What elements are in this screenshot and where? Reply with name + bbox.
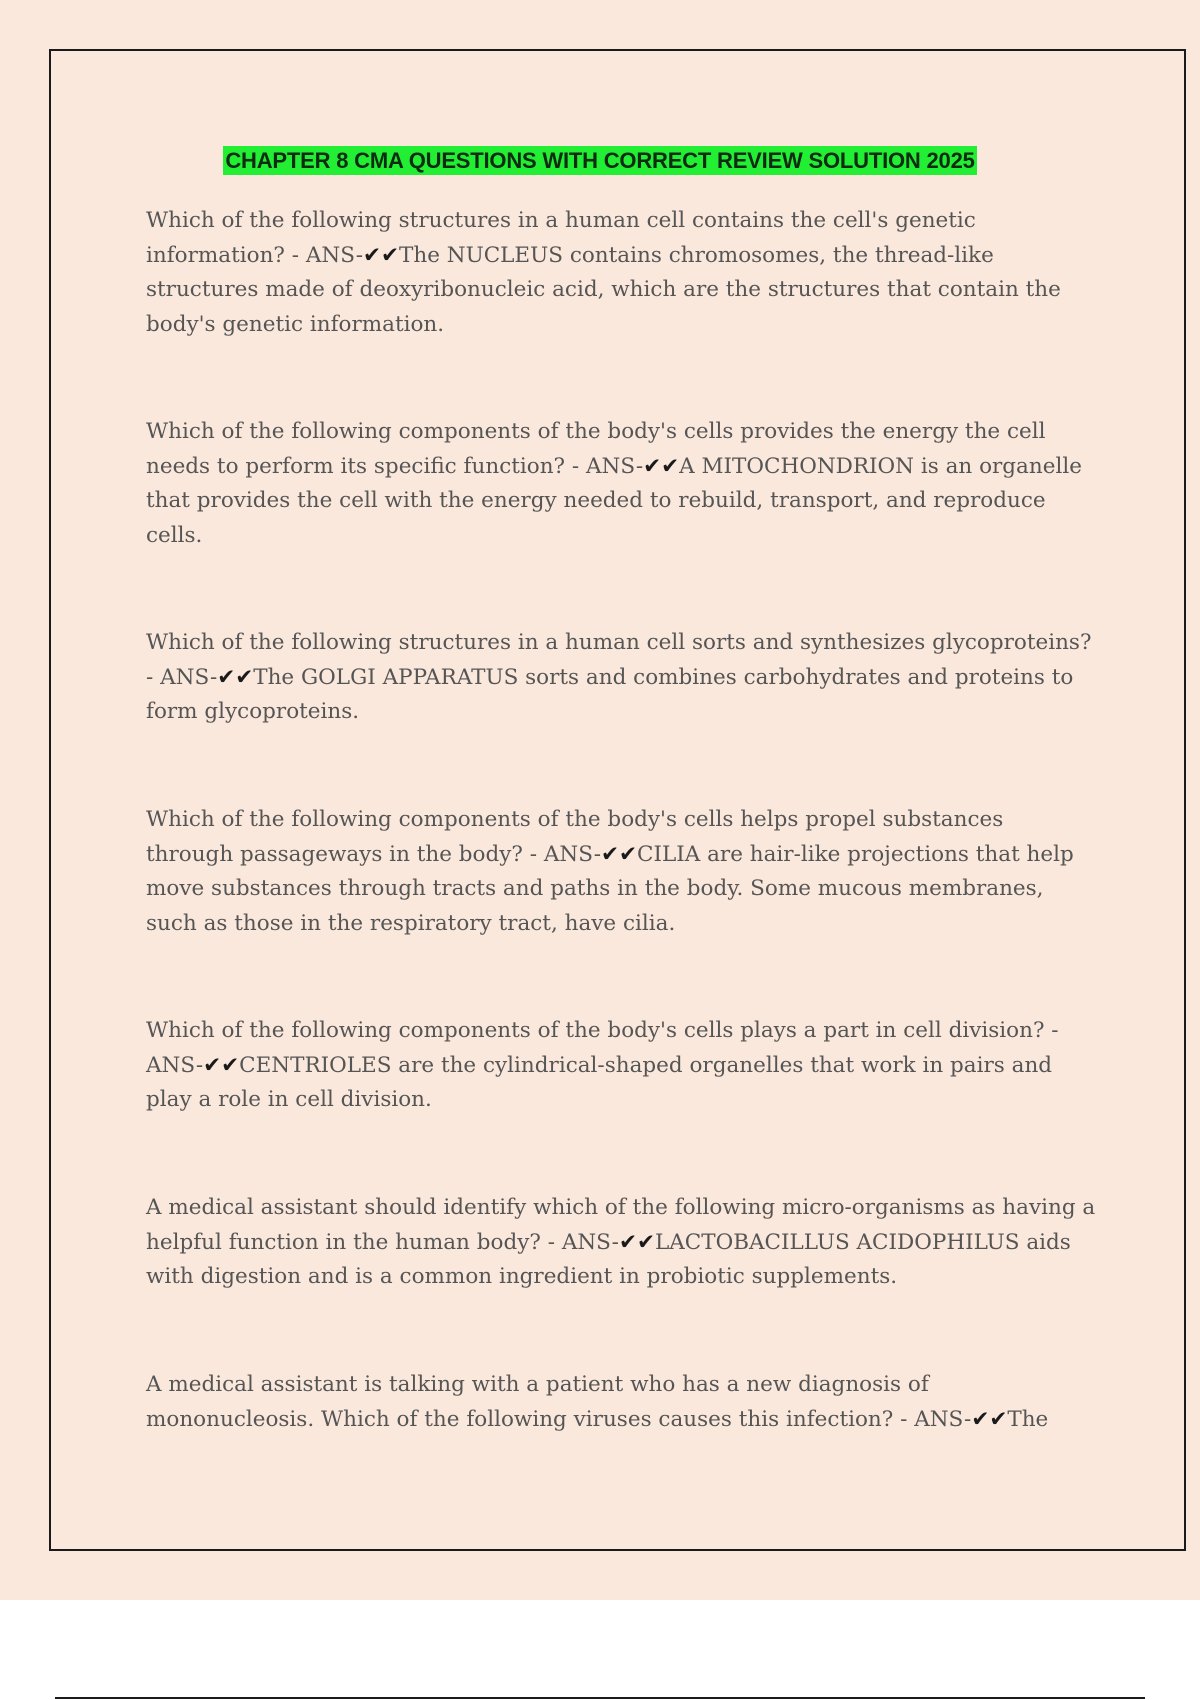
question-text: Which of the following components of the body's cells plays a part in cell division? - ANS-: [146, 1018, 1059, 1078]
qa-item-1: [146, 204, 1096, 342]
answer-text: LACTOBACILLUS ACIDOPHILUS aids with digestion and is a common ingredient in probiotic supplements.: [146, 1229, 1071, 1289]
qa-item-6: [146, 1191, 1096, 1295]
question-text: Which of the following components of the body's cells provides the energy the cell needs to perform its specific function? - ANS-: [146, 419, 1046, 479]
answer-text: CILIA are hair-like projections that help move substances through tracts and paths in the body. Some mucous membranes, such as those in the respiratory tract, have cilia.: [146, 841, 1074, 936]
bottom-divider: [55, 1697, 1145, 1699]
qa-item-7: [146, 1368, 1096, 1437]
question-text: Which of the following components of the body's cells helps propel substances through passageways in the body? - ANS-: [146, 807, 1004, 867]
question-text: A medical assistant is talking with a patient who has a new diagnosis of mononucleosis. Which of the following viruses causes this infection? - ANS-: [146, 1372, 972, 1432]
answer-text: The NUCLEUS contains chromosomes, the thread-like structures made of deoxyribonucleic acid, which are the structures that contain the body's genetic information.: [146, 242, 1061, 337]
qa-item-3: [146, 626, 1096, 730]
qa-item-4: [146, 803, 1096, 941]
answer-text: CENTRIOLES are the cylindrical-shaped organelles that work in pairs and play a role in cell division.: [146, 1052, 1053, 1112]
check-marks-icon: ✔✔: [217, 664, 254, 690]
question-text: A medical assistant should identify which of the following micro-organisms as having a helpful function in the human body? - ANS-: [146, 1195, 1096, 1255]
check-marks-icon: ✔✔: [601, 841, 638, 867]
question-text: Which of the following structures in a human cell sorts and synthesizes glycoproteins? - ANS-: [146, 630, 1092, 690]
check-marks-icon: ✔✔: [971, 1406, 1008, 1432]
answer-text: The GOLGI APPARATUS sorts and combines carbohydrates and proteins to form glycoproteins.: [146, 664, 1074, 724]
check-marks-icon: ✔✔: [363, 242, 400, 268]
answer-text: The: [1007, 1406, 1049, 1432]
title-container: [0, 146, 1200, 175]
check-marks-icon: ✔✔: [643, 453, 680, 479]
check-marks-icon: ✔✔: [203, 1052, 240, 1078]
qa-item-5: [146, 1014, 1096, 1118]
check-marks-icon: ✔✔: [618, 1229, 655, 1255]
qa-item-2: [146, 415, 1096, 553]
answer-text: A MITOCHONDRION is an organelle that provides the cell with the energy needed to rebuild, transport, and reproduce cells.: [146, 453, 1082, 548]
document-title: CHAPTER 8 CMA QUESTIONS WITH CORRECT REVIEW SOLUTION 2025: [225, 148, 975, 173]
question-text: Which of the following structures in a human cell contains the cell's genetic information? - ANS-: [146, 208, 976, 268]
